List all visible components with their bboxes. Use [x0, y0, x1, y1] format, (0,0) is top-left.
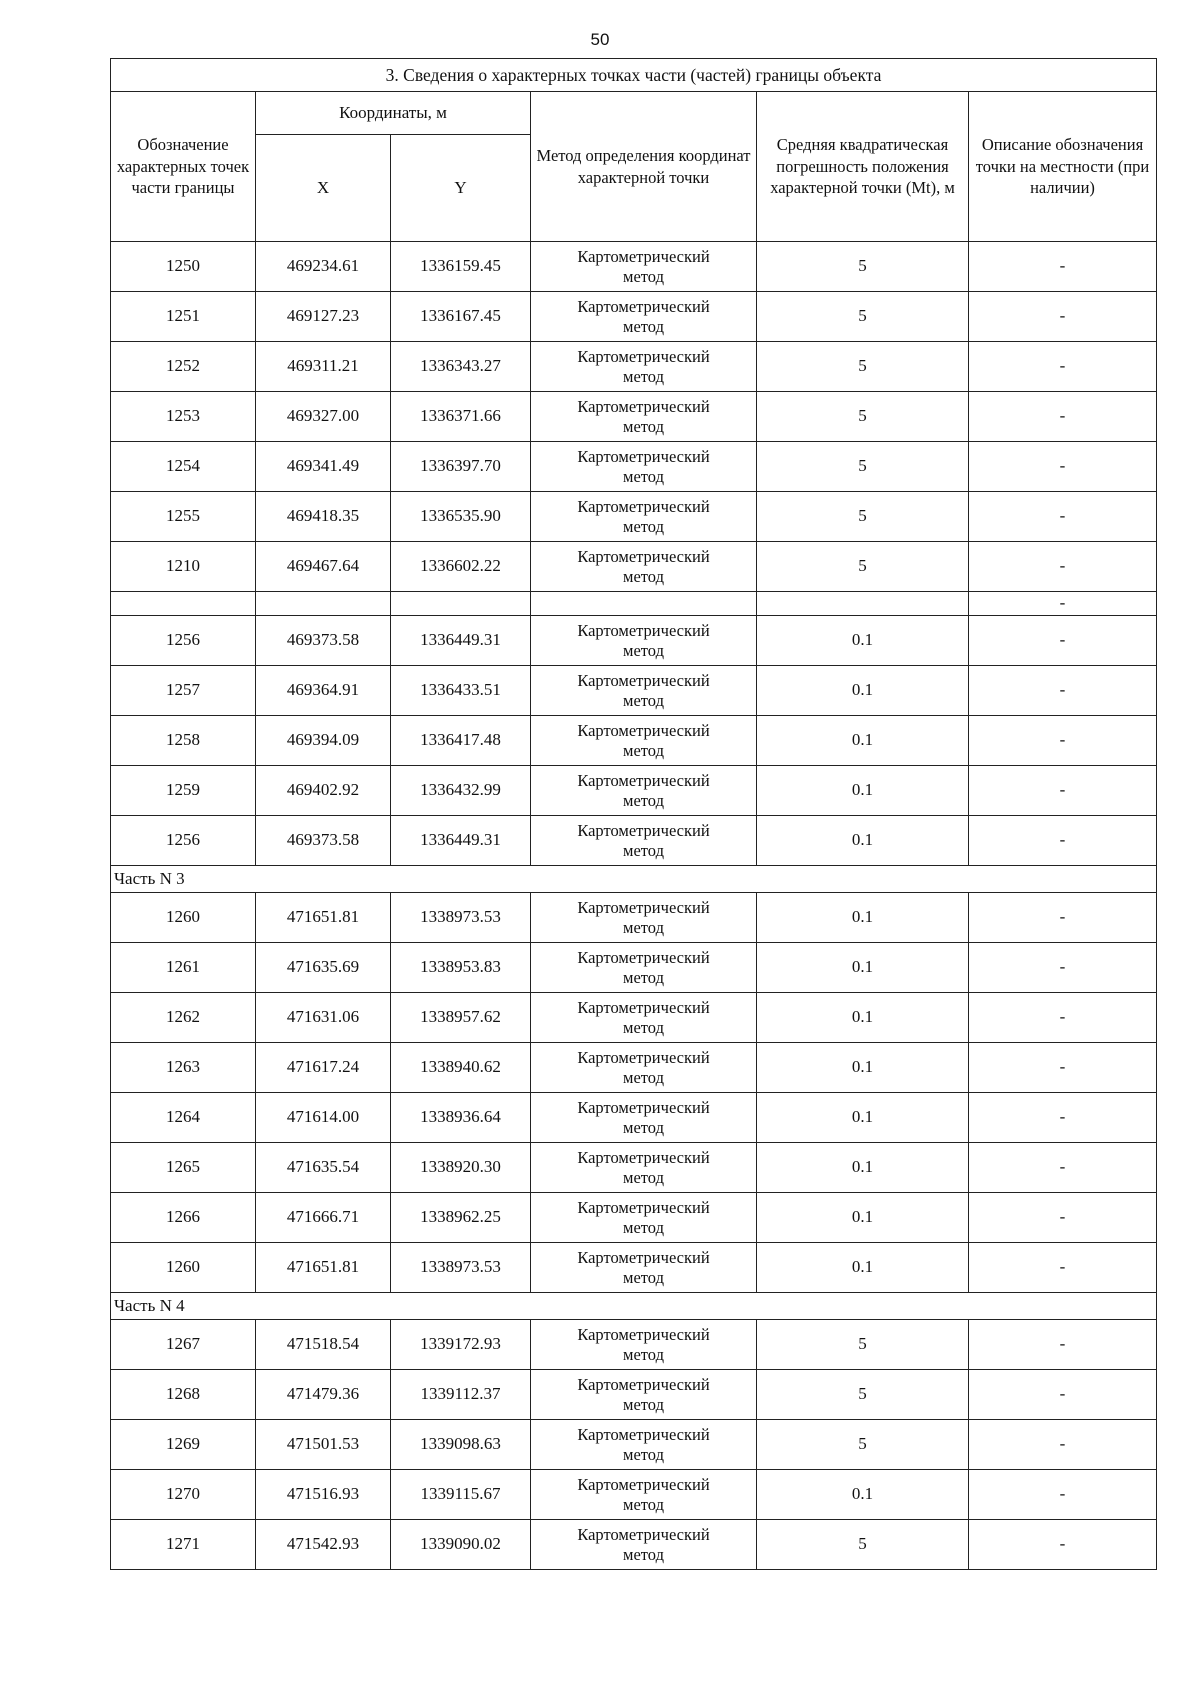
y-coordinate-cell: 1338940.62 — [391, 1043, 531, 1093]
description-cell: - — [969, 1143, 1157, 1193]
header-x: X — [256, 135, 391, 242]
point-id-cell: 1259 — [111, 766, 256, 816]
method-line: метод — [623, 266, 664, 286]
method-cell — [531, 1243, 757, 1293]
mean-error-cell: 5 — [757, 542, 969, 592]
method-line: Картометрический — [577, 1524, 710, 1544]
method-line: метод — [623, 1217, 664, 1237]
table-row — [111, 292, 1157, 342]
method-cell — [531, 1193, 757, 1243]
method-line: Картометрический — [577, 296, 710, 316]
table-row — [111, 716, 1157, 766]
description-cell: - — [969, 616, 1157, 666]
y-coordinate-cell: 1336433.51 — [391, 666, 531, 716]
point-id-cell: 1258 — [111, 716, 256, 766]
description-cell: - — [969, 816, 1157, 866]
table-row — [111, 1143, 1157, 1193]
method-line: Картометрический — [577, 997, 710, 1017]
method-cell — [531, 492, 757, 542]
description-cell: - — [969, 943, 1157, 993]
point-id-cell: 1260 — [111, 893, 256, 943]
description-cell: - — [969, 442, 1157, 492]
description-cell: - — [969, 993, 1157, 1043]
point-id-cell: 1265 — [111, 1143, 256, 1193]
method-cell — [531, 616, 757, 666]
table-row — [111, 1320, 1157, 1370]
method-cell — [531, 1420, 757, 1470]
description-cell: - — [969, 666, 1157, 716]
method-line: метод — [623, 1117, 664, 1137]
y-coordinate-cell: 1338973.53 — [391, 1243, 531, 1293]
page-number: 50 — [590, 30, 610, 49]
method-line: метод — [623, 1067, 664, 1087]
description-cell: - — [969, 1420, 1157, 1470]
method-cell — [531, 893, 757, 943]
empty-cell — [111, 592, 256, 616]
mean-error-cell: 0.1 — [757, 1093, 969, 1143]
table-row — [111, 616, 1157, 666]
mean-error-cell: 5 — [757, 492, 969, 542]
y-coordinate-cell: 1336371.66 — [391, 392, 531, 442]
method-line: Картометрический — [577, 346, 710, 366]
method-line: Картометрический — [577, 246, 710, 266]
point-id-cell: 1257 — [111, 666, 256, 716]
mean-error-cell: 0.1 — [757, 766, 969, 816]
y-coordinate-cell: 1336417.48 — [391, 716, 531, 766]
method-line: метод — [623, 566, 664, 586]
method-line: Картометрический — [577, 897, 710, 917]
description-cell: - — [969, 716, 1157, 766]
x-coordinate-cell: 471479.36 — [256, 1370, 391, 1420]
y-coordinate-cell: 1338973.53 — [391, 893, 531, 943]
method-cell — [531, 1093, 757, 1143]
method-cell — [531, 993, 757, 1043]
method-line: метод — [623, 516, 664, 536]
method-line: Картометрический — [577, 1424, 710, 1444]
x-coordinate-cell: 471651.81 — [256, 893, 391, 943]
y-coordinate-cell: 1336343.27 — [391, 342, 531, 392]
method-line: метод — [623, 790, 664, 810]
mean-error-cell: 0.1 — [757, 993, 969, 1043]
y-coordinate-cell: 1339112.37 — [391, 1370, 531, 1420]
header-description: Описание обозначения точки на местности (при наличии) — [969, 92, 1157, 242]
x-coordinate-cell: 469327.00 — [256, 392, 391, 442]
table-row — [111, 1093, 1157, 1143]
method-line: Картометрический — [577, 770, 710, 790]
method-line: метод — [623, 1494, 664, 1514]
table-row — [111, 766, 1157, 816]
description-cell: - — [969, 1043, 1157, 1093]
method-cell — [531, 1143, 757, 1193]
part-header-row — [111, 1293, 1157, 1320]
mean-error-cell: 0.1 — [757, 716, 969, 766]
empty-cell — [757, 592, 969, 616]
part-header-row — [111, 866, 1157, 893]
x-coordinate-cell: 471635.69 — [256, 943, 391, 993]
method-line: Картометрический — [577, 720, 710, 740]
point-id-cell: 1250 — [111, 242, 256, 292]
point-id-cell: 1261 — [111, 943, 256, 993]
x-coordinate-cell: 471542.93 — [256, 1520, 391, 1570]
method-line: метод — [623, 740, 664, 760]
y-coordinate-cell: 1336167.45 — [391, 292, 531, 342]
y-coordinate-cell: 1336432.99 — [391, 766, 531, 816]
header-y: Y — [391, 135, 531, 242]
mean-error-cell: 0.1 — [757, 1043, 969, 1093]
table-row — [111, 442, 1157, 492]
method-line: метод — [623, 840, 664, 860]
y-coordinate-cell: 1338920.30 — [391, 1143, 531, 1193]
method-line: метод — [623, 1444, 664, 1464]
mean-error-cell: 5 — [757, 1420, 969, 1470]
method-line: метод — [623, 1267, 664, 1287]
header-coordinates: Координаты, м — [256, 92, 531, 135]
x-coordinate-cell: 469127.23 — [256, 292, 391, 342]
method-line: метод — [623, 967, 664, 987]
table-row — [111, 1193, 1157, 1243]
point-id-cell: 1256 — [111, 616, 256, 666]
method-line: метод — [623, 640, 664, 660]
empty-cell — [256, 592, 391, 616]
description-cell: - — [969, 1243, 1157, 1293]
description-cell: - — [969, 1470, 1157, 1520]
mean-error-cell: 0.1 — [757, 1470, 969, 1520]
point-id-cell: 1252 — [111, 342, 256, 392]
x-coordinate-cell: 471617.24 — [256, 1043, 391, 1093]
method-line: метод — [623, 1167, 664, 1187]
y-coordinate-cell: 1338936.64 — [391, 1093, 531, 1143]
description-cell: - — [969, 392, 1157, 442]
x-coordinate-cell: 471518.54 — [256, 1320, 391, 1370]
method-line: Картометрический — [577, 1374, 710, 1394]
method-line: Картометрический — [577, 496, 710, 516]
table-row — [111, 242, 1157, 292]
y-coordinate-cell: 1339090.02 — [391, 1520, 531, 1570]
mean-error-cell: 5 — [757, 1370, 969, 1420]
table-row — [111, 1043, 1157, 1093]
point-id-cell: 1255 — [111, 492, 256, 542]
x-coordinate-cell: 469234.61 — [256, 242, 391, 292]
method-cell — [531, 342, 757, 392]
description-cell: - — [969, 1370, 1157, 1420]
method-line: Картометрический — [577, 820, 710, 840]
table-row — [111, 1243, 1157, 1293]
mean-error-cell: 0.1 — [757, 666, 969, 716]
method-line: Картометрический — [577, 1474, 710, 1494]
empty-cell — [391, 592, 531, 616]
description-cell: - — [969, 542, 1157, 592]
point-id-cell: 1266 — [111, 1193, 256, 1243]
method-line: Картометрический — [577, 546, 710, 566]
mean-error-cell: 0.1 — [757, 1143, 969, 1193]
method-line: Картометрический — [577, 1324, 710, 1344]
method-line: метод — [623, 366, 664, 386]
x-coordinate-cell: 471666.71 — [256, 1193, 391, 1243]
x-coordinate-cell: 469311.21 — [256, 342, 391, 392]
mean-error-cell: 5 — [757, 1320, 969, 1370]
table-row — [111, 1520, 1157, 1570]
point-id-cell: 1270 — [111, 1470, 256, 1520]
x-coordinate-cell: 469364.91 — [256, 666, 391, 716]
table-row — [111, 993, 1157, 1043]
table-row — [111, 1420, 1157, 1470]
y-coordinate-cell: 1339115.67 — [391, 1470, 531, 1520]
method-line: Картометрический — [577, 446, 710, 466]
description-cell: - — [969, 1093, 1157, 1143]
method-line: метод — [623, 416, 664, 436]
mean-error-cell: 0.1 — [757, 816, 969, 866]
x-coordinate-cell: 469467.64 — [256, 542, 391, 592]
mean-error-cell: 0.1 — [757, 943, 969, 993]
point-id-cell: 1256 — [111, 816, 256, 866]
y-coordinate-cell: 1336602.22 — [391, 542, 531, 592]
mean-error-cell: 5 — [757, 242, 969, 292]
description-cell: - — [969, 242, 1157, 292]
method-line: метод — [623, 690, 664, 710]
table-row — [111, 1370, 1157, 1420]
x-coordinate-cell: 471651.81 — [256, 1243, 391, 1293]
method-line: Картометрический — [577, 1197, 710, 1217]
point-id-cell: 1264 — [111, 1093, 256, 1143]
method-line: метод — [623, 1394, 664, 1414]
y-coordinate-cell: 1339098.63 — [391, 1420, 531, 1470]
mean-error-cell: 0.1 — [757, 893, 969, 943]
x-coordinate-cell: 469341.49 — [256, 442, 391, 492]
method-cell — [531, 766, 757, 816]
description-cell: - — [969, 1193, 1157, 1243]
x-coordinate-cell: 471516.93 — [256, 1470, 391, 1520]
x-coordinate-cell: 471631.06 — [256, 993, 391, 1043]
method-cell — [531, 542, 757, 592]
point-id-cell: 1253 — [111, 392, 256, 442]
method-cell — [531, 242, 757, 292]
table-row — [111, 943, 1157, 993]
x-coordinate-cell: 469373.58 — [256, 616, 391, 666]
method-line: метод — [623, 917, 664, 937]
header-point-designation: Обозначение характерных точек части границы — [111, 92, 256, 242]
mean-error-cell: 0.1 — [757, 616, 969, 666]
y-coordinate-cell: 1339172.93 — [391, 1320, 531, 1370]
method-line: метод — [623, 316, 664, 336]
mean-error-cell: 0.1 — [757, 1243, 969, 1293]
mean-error-cell: 5 — [757, 1520, 969, 1570]
point-id-cell: 1260 — [111, 1243, 256, 1293]
description-cell: - — [969, 342, 1157, 392]
y-coordinate-cell: 1338953.83 — [391, 943, 531, 993]
description-cell: - — [969, 592, 1157, 616]
point-id-cell: 1269 — [111, 1420, 256, 1470]
mean-error-cell: 0.1 — [757, 1193, 969, 1243]
method-line: метод — [623, 1017, 664, 1037]
y-coordinate-cell: 1336397.70 — [391, 442, 531, 492]
point-id-cell: 1262 — [111, 993, 256, 1043]
method-cell — [531, 1370, 757, 1420]
mean-error-cell: 5 — [757, 442, 969, 492]
method-cell — [531, 292, 757, 342]
method-line: метод — [623, 1544, 664, 1564]
x-coordinate-cell: 469373.58 — [256, 816, 391, 866]
method-cell — [531, 666, 757, 716]
table-row — [111, 492, 1157, 542]
point-id-cell: 1210 — [111, 542, 256, 592]
method-line: Картометрический — [577, 620, 710, 640]
table-row — [111, 816, 1157, 866]
y-coordinate-cell: 1336535.90 — [391, 492, 531, 542]
method-line: Картометрический — [577, 947, 710, 967]
table-row — [111, 1470, 1157, 1520]
table-body — [111, 242, 1157, 1570]
method-line: метод — [623, 466, 664, 486]
part-label: Часть N 4 — [111, 1293, 1157, 1320]
method-cell — [531, 1520, 757, 1570]
table-row — [111, 666, 1157, 716]
method-cell — [531, 1320, 757, 1370]
table-row — [111, 342, 1157, 392]
method-line: Картометрический — [577, 1247, 710, 1267]
method-cell — [531, 442, 757, 492]
method-line: Картометрический — [577, 1147, 710, 1167]
method-line: Картометрический — [577, 396, 710, 416]
y-coordinate-cell: 1336449.31 — [391, 816, 531, 866]
y-coordinate-cell: 1336449.31 — [391, 616, 531, 666]
y-coordinate-cell: 1338962.25 — [391, 1193, 531, 1243]
x-coordinate-cell: 471501.53 — [256, 1420, 391, 1470]
part-label: Часть N 3 — [111, 866, 1157, 893]
table-title: 3. Сведения о характерных точках части (частей) границы объекта — [111, 59, 1157, 92]
table-row — [111, 542, 1157, 592]
x-coordinate-cell: 469402.92 — [256, 766, 391, 816]
method-cell — [531, 716, 757, 766]
x-coordinate-cell: 471614.00 — [256, 1093, 391, 1143]
point-id-cell: 1263 — [111, 1043, 256, 1093]
description-cell: - — [969, 1520, 1157, 1570]
method-line: метод — [623, 1344, 664, 1364]
description-cell: - — [969, 1320, 1157, 1370]
mean-error-cell: 5 — [757, 292, 969, 342]
description-cell: - — [969, 292, 1157, 342]
mean-error-cell: 5 — [757, 342, 969, 392]
method-cell — [531, 392, 757, 442]
x-coordinate-cell: 471635.54 — [256, 1143, 391, 1193]
method-cell — [531, 943, 757, 993]
method-line: Картометрический — [577, 1097, 710, 1117]
characteristic-points-table — [110, 58, 1157, 1570]
table-row — [111, 392, 1157, 442]
description-cell: - — [969, 492, 1157, 542]
method-cell — [531, 1470, 757, 1520]
empty-cell — [531, 592, 757, 616]
header-method: Метод определения координат характерной точки — [531, 92, 757, 242]
point-id-cell: 1254 — [111, 442, 256, 492]
point-id-cell: 1267 — [111, 1320, 256, 1370]
y-coordinate-cell: 1338957.62 — [391, 993, 531, 1043]
method-line: Картометрический — [577, 1047, 710, 1067]
x-coordinate-cell: 469418.35 — [256, 492, 391, 542]
point-id-cell: 1251 — [111, 292, 256, 342]
method-cell — [531, 816, 757, 866]
y-coordinate-cell: 1336159.45 — [391, 242, 531, 292]
x-coordinate-cell: 469394.09 — [256, 716, 391, 766]
point-id-cell: 1271 — [111, 1520, 256, 1570]
blank-separator-row — [111, 592, 1157, 616]
method-cell — [531, 1043, 757, 1093]
header-mean-error: Средняя квадратическая погрешность положения характерной точки (Mt), м — [757, 92, 969, 242]
description-cell: - — [969, 893, 1157, 943]
method-line: Картометрический — [577, 670, 710, 690]
table-row — [111, 893, 1157, 943]
point-id-cell: 1268 — [111, 1370, 256, 1420]
description-cell: - — [969, 766, 1157, 816]
mean-error-cell: 5 — [757, 392, 969, 442]
